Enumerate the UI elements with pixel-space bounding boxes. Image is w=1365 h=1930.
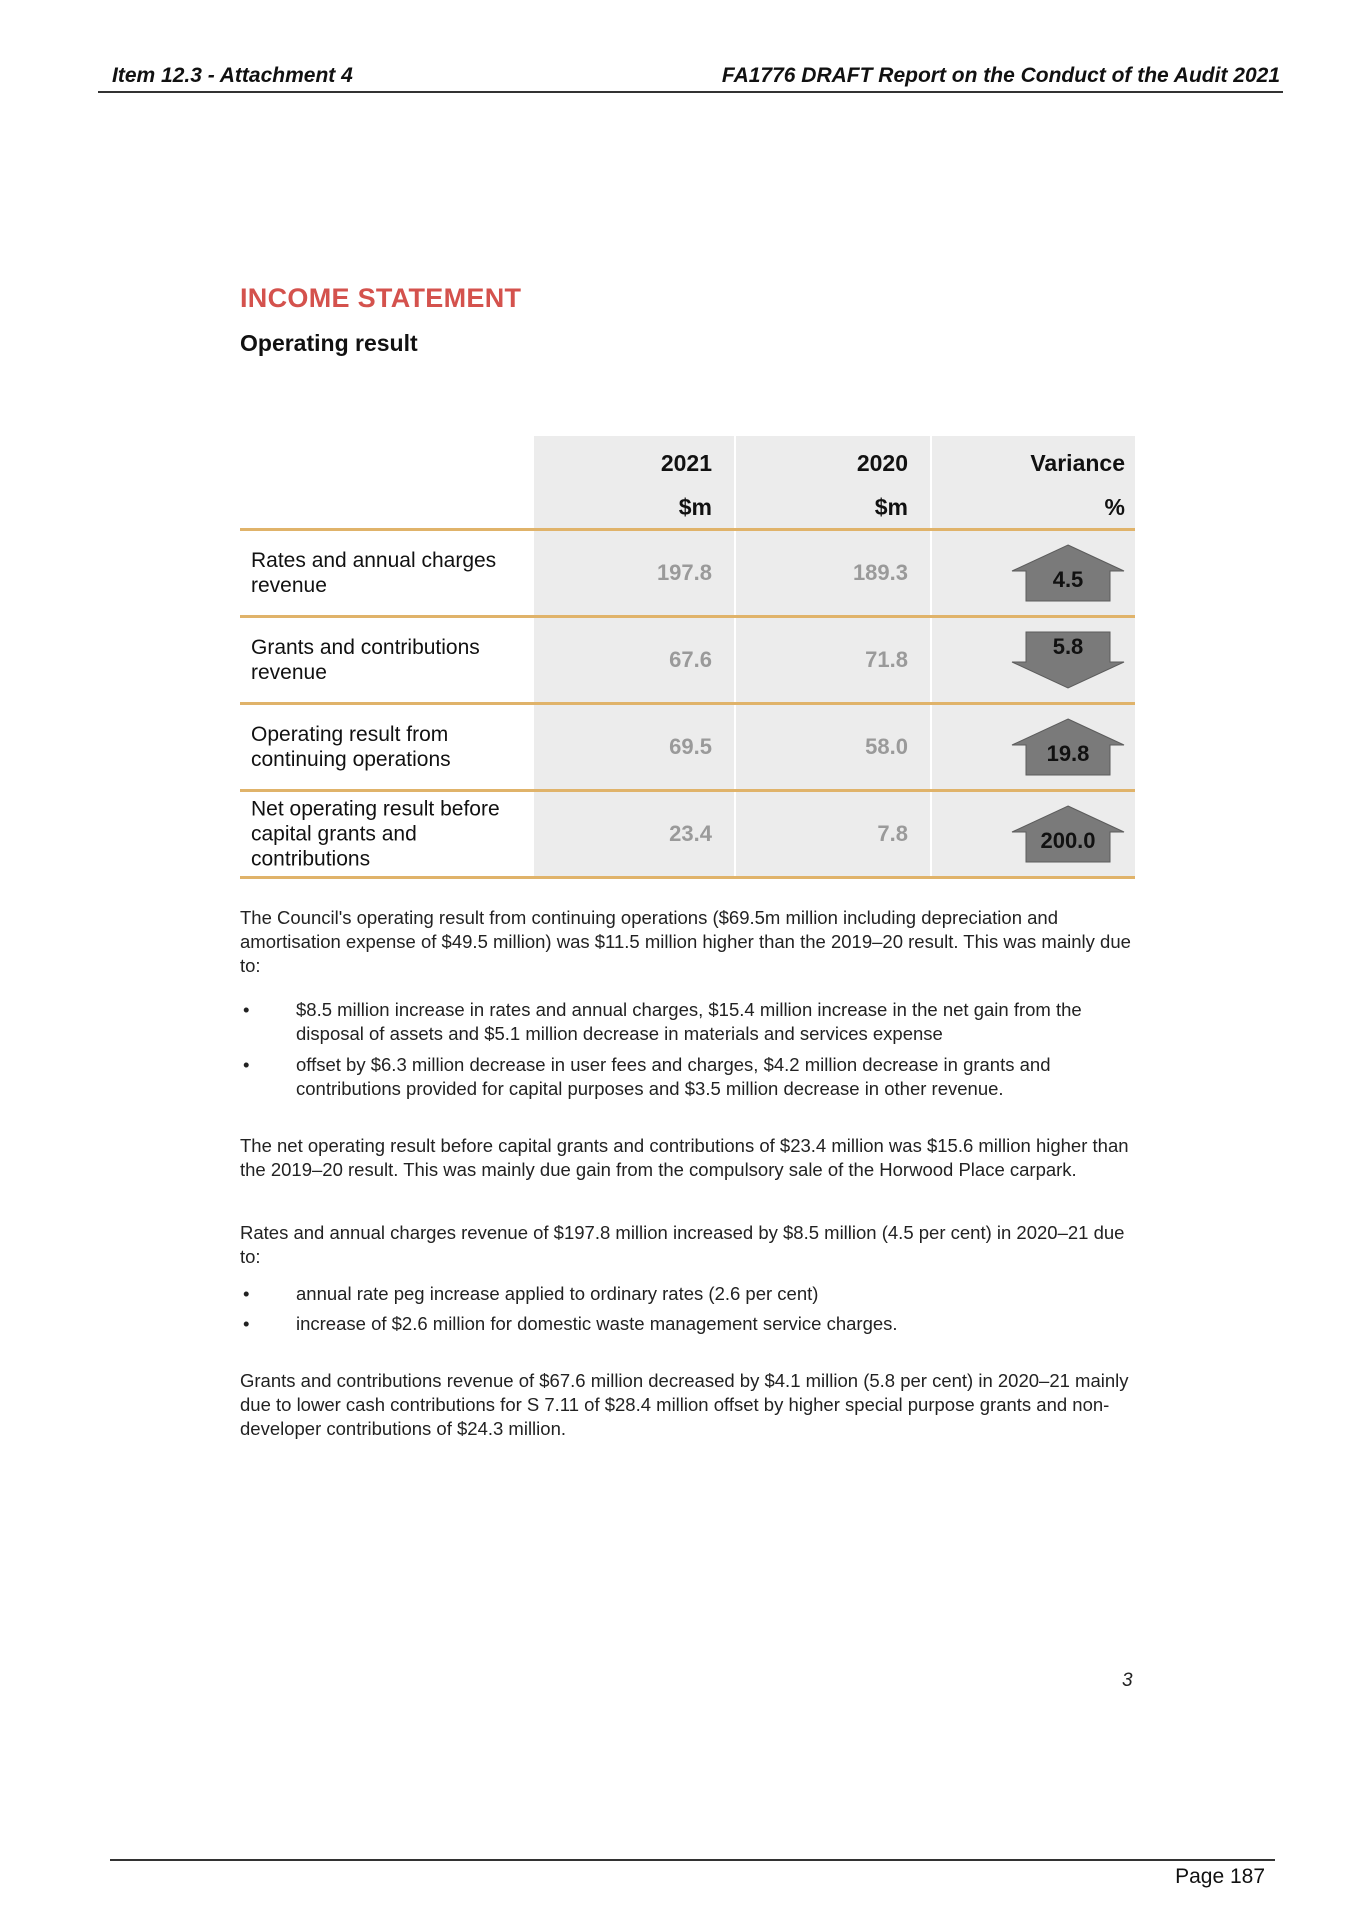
variance-value: 5.8 [1052, 634, 1084, 659]
operating-result-table [240, 436, 1135, 879]
variance-up-arrow-icon [1010, 543, 1126, 603]
page-number-italic: 3 [1122, 1670, 1133, 1691]
col-2020-unit: $m [874, 494, 908, 520]
table-row [240, 618, 1135, 702]
col-variance-title: Variance [1030, 450, 1125, 476]
variance-up-arrow-icon [1010, 804, 1126, 864]
bullet-text: $8.5 million increase in rates and annual charges, $15.4 million increase in the net gain from the disposal of assets and $5.1 million decrease in materials and services expense [296, 999, 1082, 1044]
row-label: Net operating result before capital grants and contributions [251, 797, 500, 871]
value-2020: 7.8 [877, 821, 908, 846]
value-2021: 197.8 [656, 560, 712, 585]
col-2021-unit: $m [678, 494, 712, 520]
table-row [240, 705, 1135, 789]
variance-value: 19.8 [1046, 741, 1090, 766]
bullet-dot: • [243, 1313, 250, 1334]
value-2021: 67.6 [669, 647, 712, 672]
bullet-dot: • [243, 1283, 250, 1304]
paragraph-rates-revenue: Rates and annual charges revenue of $197.8 million increased by $8.5 million (4.5 per cent) in 2020–21 due to: [240, 1222, 1125, 1267]
value-2021: 69.5 [669, 734, 712, 759]
header-report-title: FA1776 DRAFT Report on the Conduct of the Audit 2021 [721, 64, 1280, 87]
variance-down-arrow-icon [1010, 630, 1126, 690]
variance-value: 4.5 [1052, 567, 1084, 592]
header-divider [98, 91, 1283, 93]
row-label: Grants and contributions revenue [251, 636, 480, 684]
bullet-text: offset by $6.3 million decrease in user fees and charges, $4.2 million decrease in grants and contributions provided for capital purposes and $3.5 million decrease in other revenue. [296, 1054, 1051, 1099]
row-label: Rates and annual charges revenue [251, 549, 497, 597]
paragraph-net-operating-result: The net operating result before capital grants and contributions of $23.4 million was $15.6 million higher than the 2019–20 result. This was mainly due gain from the compulsory sale of the Horwood Place carpark. [240, 1135, 1129, 1180]
bullet-dot: • [243, 999, 250, 1020]
bullet-dot: • [243, 1054, 250, 1075]
col-2021-year: 2021 [660, 450, 712, 476]
sub-title: Operating result [240, 330, 418, 356]
row-label: Operating result from continuing operations [251, 723, 451, 771]
variance-up-arrow-icon [1010, 717, 1126, 777]
header-item-label: Item 12.3 - Attachment 4 [112, 64, 353, 87]
value-2021: 23.4 [669, 821, 712, 846]
col-variance-unit: % [1104, 494, 1125, 520]
col-2020-year: 2020 [856, 450, 908, 476]
table-row [240, 792, 1135, 876]
variance-value: 200.0 [1040, 828, 1096, 853]
value-2020: 71.8 [865, 647, 908, 672]
paragraph-grants-revenue: Grants and contributions revenue of $67.6 million decreased by $4.1 million (5.8 per cent) in 2020–21 mainly due to lower cash contributions for S 7.11 of $28.4 million offset by higher special purpose grants and non-developer contributions of $24.3 million. [240, 1370, 1129, 1439]
section-title: INCOME STATEMENT [240, 283, 522, 313]
bullet-text: annual rate peg increase applied to ordinary rates (2.6 per cent) [296, 1283, 819, 1304]
bullet-text: increase of $2.6 million for domestic waste management service charges. [296, 1313, 898, 1334]
table-header [240, 436, 1135, 528]
value-2020: 58.0 [865, 734, 908, 759]
paragraph-operating-result: The Council's operating result from continuing operations ($69.5m million including depreciation and amortisation expense of $49.5 million) was $11.5 million higher than the 2019–20 result. This was mainly due to: [240, 907, 1131, 976]
footer-divider [110, 1859, 1275, 1861]
footer-page-number: Page 187 [1175, 1865, 1265, 1888]
table-row [240, 531, 1135, 615]
value-2020: 189.3 [852, 560, 908, 585]
